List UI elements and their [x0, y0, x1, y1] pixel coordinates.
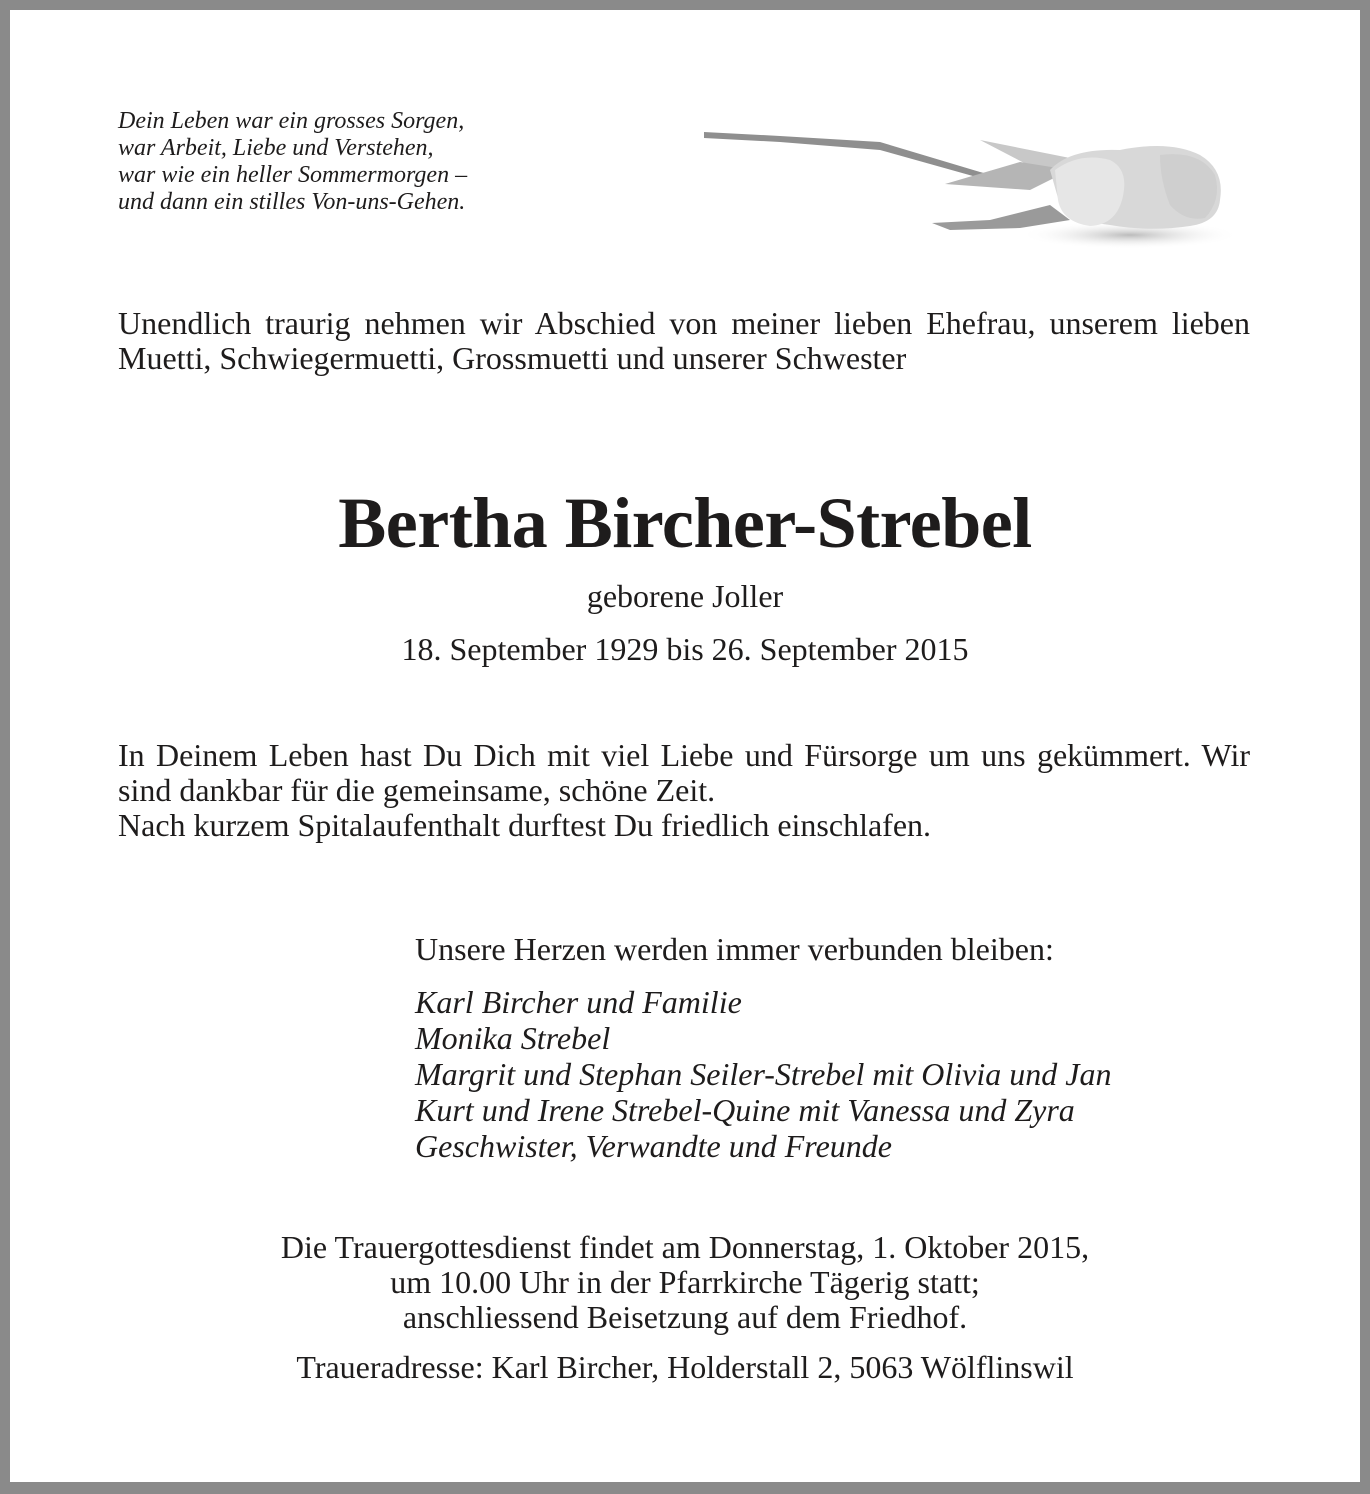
tribute-text [118, 738, 1250, 843]
service-info [10, 1230, 1360, 1335]
service-line: Die Trauergottesdienst findet am Donnerstag, 1. Oktober 2015, [280, 1229, 1090, 1265]
mourners-list [415, 984, 1111, 1164]
poem-line: und dann ein stilles Von-uns-Gehen. [118, 189, 466, 215]
intro-text: Unendlich traurig nehmen wir Abschied von meiner lieben Ehefrau, unserem lieben Muetti, Schwiegermuetti, Grossmuetti und unserer Schwester [118, 305, 1250, 376]
poem-line: war wie ein heller Sommermorgen – [118, 162, 468, 188]
poem-line: war Arbeit, Liebe und Verstehen, [118, 135, 434, 161]
mourner: Monika Strebel [415, 1020, 611, 1056]
mourner: Karl Bircher und Familie [415, 984, 742, 1020]
rose-image [690, 110, 1250, 260]
born-name: geborene Joller [586, 578, 784, 614]
tribute-paragraph: In Deinem Leben hast Du Dich mit viel Liebe und Fürsorge um uns gekümmert. Wir sind dankbar für die gemeinsame, schöne Zeit. [118, 737, 1250, 808]
service-line: anschliessend Beisetzung auf dem Friedhof. [402, 1299, 968, 1335]
service-line: um 10.00 Uhr in der Pfarrkirche Tägerig statt; [390, 1264, 980, 1300]
mourner: Geschwister, Verwandte und Freunde [415, 1128, 892, 1164]
poem-line: Dein Leben war ein grosses Sorgen, [118, 108, 465, 134]
mourning-address: Traueradresse: Karl Bircher, Holderstall 2, 5063 Wölflinswil [296, 1349, 1074, 1385]
deceased-name: Bertha Bircher-Strebel [338, 483, 1032, 563]
poem [118, 108, 467, 216]
obituary-page [10, 10, 1360, 1482]
tribute-paragraph: Nach kurzem Spitalaufenthalt durftest Du friedlich einschlafen. [118, 807, 932, 843]
mourner: Kurt und Irene Strebel-Quine mit Vanessa und Zyra [415, 1092, 1075, 1128]
mourner: Margrit und Stephan Seiler-Strebel mit Olivia und Jan [415, 1056, 1112, 1092]
life-dates: 18. September 1929 bis 26. September 2015 [401, 631, 969, 667]
hearts-line: Unsere Herzen werden immer verbunden bleiben: [415, 931, 1054, 967]
